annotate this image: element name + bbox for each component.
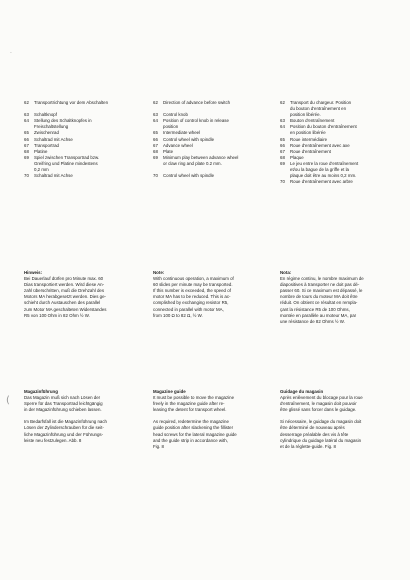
legend-text: Roue d'entraînement avec axe [290, 142, 350, 148]
legend-text: Roue d'entraînement [290, 148, 331, 154]
legend-number: 65 [153, 130, 158, 136]
note-title: Note: [153, 270, 165, 275]
legend-text: Direction of advance before switch [163, 100, 231, 105]
legend-text: Transportrichtung vor dem Abschalten [34, 100, 109, 105]
legend-text: Transportrad [34, 142, 59, 148]
legend-item [280, 179, 398, 185]
magazine-fr [280, 389, 398, 450]
legend-text: Roue intermédiaire [290, 136, 328, 142]
legend-text: Intermediate wheel [163, 130, 201, 136]
note-en [153, 270, 276, 319]
legend-text: Zwischenrad [34, 130, 59, 136]
legend-item [280, 161, 398, 179]
legend-text: Roue d'entraînement avec arbre [290, 179, 353, 185]
legend-number: 68 [153, 148, 158, 154]
legend-number: 63 [280, 118, 285, 124]
legend-item [280, 100, 398, 118]
legend-fr [280, 100, 398, 185]
legend-text: Spiel zwischen Transportrad bzw. Greifring und Platine mindestens 0,2 mm [34, 154, 100, 173]
legend-text: Bouton d'entraînement [290, 118, 335, 124]
legend-text: Plate [163, 148, 174, 154]
legend-number: 66 [280, 142, 285, 148]
legend-number: 66 [24, 136, 29, 142]
legend-number: 65 [24, 130, 29, 136]
note-fr [280, 270, 398, 325]
legend-number: 70 [24, 173, 29, 179]
legend-number: 63 [24, 112, 29, 118]
legend-text: Transport du chargeur. Position du bouton d'entraînement en position libérée. [290, 100, 352, 118]
legend-number: 63 [153, 112, 158, 118]
legend-number: 70 [280, 179, 285, 185]
legend-number: 69 [280, 160, 285, 166]
legend-text: Schaltknopf [34, 112, 57, 118]
note-de [24, 270, 144, 319]
note-text: With continuous operation, a maximum of 60 slides per minute may be transported. If this number is exceeded, the speed of motor MA has to be reduced. This is ac- complished by exchanging resistor R5, connected in parallel with motor MA, from 100 Ω to 82 Ω, ½ W. [153, 276, 234, 318]
note-title: Nota: [280, 270, 292, 275]
legend-item [24, 118, 144, 130]
section-paragraph-1: Après enlèvement du blocage pour la roue d'entraînement, le magasin doit pouvoir être glissé sans forcer dans le guidage. [280, 395, 363, 413]
legend-text: Schaltrad mit Achse [34, 136, 73, 142]
magazine-en [153, 389, 276, 450]
legend-number: 62 [280, 100, 285, 105]
magazine-de [24, 389, 144, 444]
legend-de [24, 100, 144, 179]
note-title: Hinweis: [24, 270, 43, 275]
legend-text: Position of control knob in release position [163, 118, 229, 130]
legend-text: Position du bouton d'entraînement en position libérée [290, 124, 357, 136]
legend-text: Le jeu entre la roue d'entraînement et/ou la bague de la griffe et la plaque doit être au moins 0,2 mm. [290, 160, 359, 179]
legend-number: 69 [24, 154, 29, 160]
legend-item [24, 155, 144, 173]
section-paragraph-1: Das Magazin muß sich nach Lösen der Sperre für das Transportrad leichtgängig in der Magazinführung schieben lassen. [24, 395, 103, 413]
legend-text: Minimum play between advance wheel or claw ring and plate 0.2 mm. [163, 154, 239, 166]
section-title: Magazinführung [24, 389, 58, 394]
section-title: Magazine guide [153, 389, 186, 394]
legend-text: Stellung des Schaltknopfes in Freischaltstellung [34, 118, 92, 130]
section-paragraph-2: Si nécessaire, le guidage du magasin doit être déterminé de nouveau après desserrage préalable des vis à tête cylindrique du guidage latéral du magasin et de la réglette-guide. Fig. 8 [280, 419, 362, 449]
legend-text: Control wheel with spindle [163, 173, 215, 179]
section-title: Guidage du magasin [280, 389, 324, 394]
margin-mark-bottom: ( [6, 395, 10, 406]
legend-text: Platine [34, 148, 48, 154]
legend-number: 69 [153, 154, 158, 160]
legend-number: 62 [24, 100, 29, 105]
legend-item [280, 124, 398, 136]
note-text: En régime continu, le nombre maximum de diapositives à transporter ne doit pas dé- passer 60. Si ce maximum est dépassé, le nombre de tours du moteur MA doit être réduit. On obtient ce résultat en rempla- çant la résistance R5 de 100 Ohms, montée en parallèle au moteur MA, par une résistance de 82 Ohms ½ W. [280, 276, 364, 324]
legend-number: 64 [24, 118, 29, 124]
legend-text: Control wheel with spindle [163, 136, 215, 142]
legend-text: Schaltrad mit Achse [34, 173, 73, 179]
legend-number: 64 [153, 118, 158, 124]
legend-number: 70 [153, 173, 158, 179]
legend-number: 65 [280, 136, 285, 142]
section-paragraph-2: Im Bedarfsfall ist die Magazinführung nach Lösen der Zylinderschrauben für die seit- liche Magazinführung und der Führungs- leiste neu festzulegen. Abb. 8 [24, 419, 107, 443]
legend-item [24, 173, 144, 179]
legend-number: 64 [280, 124, 285, 130]
section-paragraph-2: As required, redetermine the magazine guide position after slackening the fillister head screws for the lateral magazine guide and the guide strip in accordance with, Fig. 8 [153, 419, 237, 449]
legend-number: 67 [24, 142, 29, 148]
section-paragraph-1: It must be possible to move the magazine freely in the magazine guide after re- leasing the detent for transport wheel. [153, 395, 235, 413]
legend-number: 68 [24, 148, 29, 154]
legend-en [153, 100, 276, 179]
legend-number: 67 [153, 142, 158, 148]
margin-mark-top: · [10, 50, 12, 57]
legend-text: Plaque [290, 154, 304, 160]
legend-number: 68 [280, 154, 285, 160]
legend-text: Advance wheel [163, 142, 193, 148]
legend-item [153, 155, 276, 167]
legend-text: Control knob [163, 112, 188, 118]
legend-number: 66 [153, 136, 158, 142]
legend-item [153, 173, 276, 179]
legend-item [153, 118, 276, 130]
note-text: Bei Dauerlauf dürfen pro Minute max. 60 Dias transportiert werden. Wird diese An- zahl überschritten, muß die Drehzahl des Motors MA herabgesetzt werden. Dies ge- schieht durch Austauschen des parallel zum Motor MA geschalteten Widerstandes R5 von 100 Ohm in 82 Ohm ½ W. [24, 276, 107, 318]
legend-number: 62 [153, 100, 158, 105]
legend-number: 67 [280, 148, 285, 154]
